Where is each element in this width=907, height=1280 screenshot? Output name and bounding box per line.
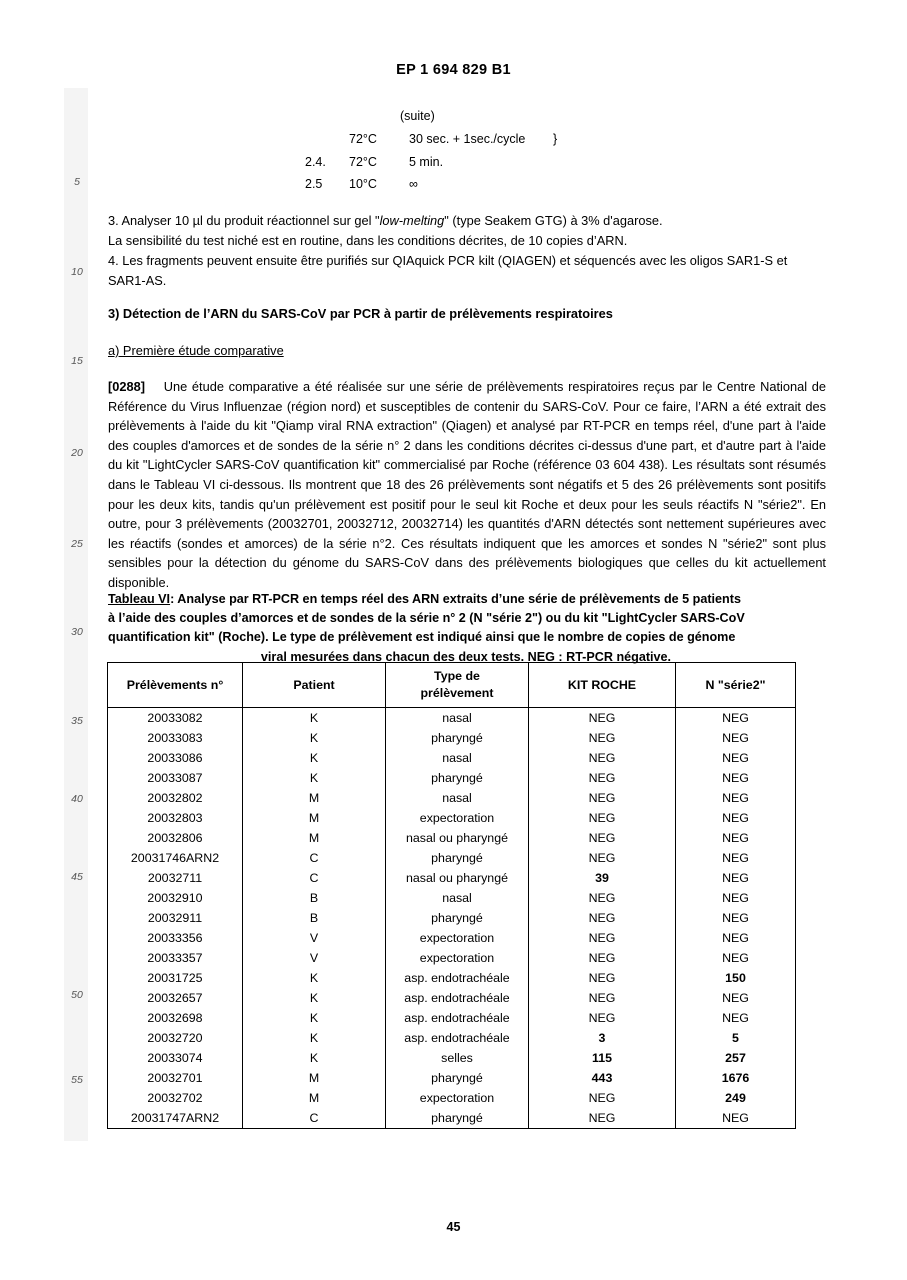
cell-n-serie2-value: NEG <box>676 788 796 808</box>
cell-sample-number: 20032702 <box>108 1088 243 1108</box>
table-row <box>108 1088 796 1108</box>
line-number: 45 <box>71 871 83 883</box>
sensitivity-text: La sensibilité du test niché est en routine, dans les conditions décrites, de 10 copies d’ARN. <box>108 233 628 248</box>
table-row <box>108 1108 796 1129</box>
cell-sample-type: asp. endotrachéale <box>386 968 529 988</box>
section-subheading <box>108 341 826 361</box>
protocol-brace: } <box>553 132 558 146</box>
cell-kit-roche-value: 115 <box>529 1048 676 1068</box>
column-header-kit-roche: KIT ROCHE <box>529 663 676 708</box>
cell-patient: K <box>243 1028 386 1048</box>
cell-sample-number: 20031746ARN2 <box>108 848 243 868</box>
cell-n-serie2-value: NEG <box>676 948 796 968</box>
protocol-step: 2.4. <box>305 155 326 169</box>
cell-sample-type: pharyngé <box>386 768 529 788</box>
cell-n-serie2-value: 5 <box>676 1028 796 1048</box>
protocol-temperature: 72°C <box>349 132 377 146</box>
cell-sample-type: expectoration <box>386 808 529 828</box>
cell-sample-type: asp. endotrachéale <box>386 1028 529 1048</box>
paragraph-body: Une étude comparative a été réalisée sur une série de prélèvements respiratoires reçus par le Centre National de Référence du Virus Influenzae (région nord) et susceptibles de contenir du SARS-CoV. Pour ce faire, l’ARN a été extrait des prélèvements à l'aide du kit "Qiamp viral RNA extraction" (Qiagen) et analysé par RT-PCR en temps réel, d'une part à l'aide des couples d'amorces et de sondes de la série n° 2 dans les conditions décrites ci-dessus d'une part, et d'autre part à l'aide du kit "LightCycler SARS-CoV quantification kit" commercialisé par Roche (référence 03 604 438). Les résultats sont résumés dans le Tableau VI ci-dessous. Ils montrent que 18 des 26 prélèvements sont négatifs et 5 des 26 prélèvements sont positifs pour les deux kits, tandis qu'un prélèvement est positif pour le seul kit Roche et deux pour les seuls réactifs N "série2". En outre, pour 3 prélèvements (20032701, 20032712, 20032714) les quantités d'ARN détectés sont nettement supérieures avec les réactifs (sondes et amorces) de la série n°2. Ces résultats indiquent que les amorces et sondes N "série2" sont plus sensibles pour la détection du génome du SARS-CoV dans des prélèvements biologiques que celles du kit actuellement disponible. <box>108 379 826 590</box>
cell-kit-roche-value: NEG <box>529 808 676 828</box>
table-caption-line-4: viral mesurées dans chacun des deux tests. NEG : RT-PCR négative. <box>260 649 672 664</box>
cell-kit-roche-value: NEG <box>529 848 676 868</box>
cell-n-serie2-value: NEG <box>676 708 796 729</box>
cell-n-serie2-value: NEG <box>676 828 796 848</box>
cell-sample-type: nasal ou pharyngé <box>386 868 529 888</box>
table-caption-line-2: à l’aide des couples d’amorces et de sondes de la série n° 2 (N "série 2") ou du kit "LightCycler SARS-CoV <box>108 611 745 626</box>
cell-kit-roche-value: 39 <box>529 868 676 888</box>
cell-sample-number: 20032698 <box>108 1008 243 1028</box>
cell-patient: M <box>243 788 386 808</box>
results-table-head <box>108 663 796 708</box>
line-number: 15 <box>71 355 83 367</box>
cell-n-serie2-value: NEG <box>676 888 796 908</box>
line-number: 5 <box>74 176 80 188</box>
table-row <box>108 728 796 748</box>
paragraph-0288 <box>108 377 826 593</box>
cell-kit-roche-value: 443 <box>529 1068 676 1088</box>
cell-kit-roche-value: NEG <box>529 1108 676 1129</box>
cell-patient: M <box>243 828 386 848</box>
line-number: 30 <box>71 626 83 638</box>
cell-kit-roche-value: NEG <box>529 928 676 948</box>
cell-sample-number: 20033074 <box>108 1048 243 1068</box>
cell-n-serie2-value: NEG <box>676 988 796 1008</box>
cell-n-serie2-value: NEG <box>676 1008 796 1028</box>
cell-kit-roche-value: NEG <box>529 788 676 808</box>
table-row <box>108 828 796 848</box>
line-number: 35 <box>71 715 83 727</box>
table-row <box>108 888 796 908</box>
cell-kit-roche-value: 3 <box>529 1028 676 1048</box>
cell-sample-type: asp. endotrachéale <box>386 1008 529 1028</box>
step-3-suffix: " (type Seakem GTG) à 3% d'agarose. <box>444 213 663 228</box>
cell-n-serie2-value: 249 <box>676 1088 796 1108</box>
table-row <box>108 928 796 948</box>
cell-kit-roche-value: NEG <box>529 888 676 908</box>
cell-kit-roche-value: NEG <box>529 728 676 748</box>
cell-kit-roche-value: NEG <box>529 748 676 768</box>
step-3-text <box>108 211 826 231</box>
table-row <box>108 708 796 729</box>
table-row <box>108 988 796 1008</box>
cell-sample-number: 20032720 <box>108 1028 243 1048</box>
cell-patient: K <box>243 708 386 729</box>
cell-n-serie2-value: 257 <box>676 1048 796 1068</box>
cell-sample-number: 20031747ARN2 <box>108 1108 243 1129</box>
cell-sample-number: 20033086 <box>108 748 243 768</box>
page-number: 45 <box>446 1220 461 1234</box>
cell-patient: B <box>243 888 386 908</box>
table-row <box>108 808 796 828</box>
cell-sample-number: 20032910 <box>108 888 243 908</box>
cell-sample-type: pharyngé <box>386 1068 529 1088</box>
cell-n-serie2-value: NEG <box>676 748 796 768</box>
cell-n-serie2-value: NEG <box>676 808 796 828</box>
table-row <box>108 748 796 768</box>
results-table-body <box>108 708 796 1129</box>
cell-patient: K <box>243 768 386 788</box>
step-3-prefix: 3. Analyser 10 µl du produit réactionnel sur gel " <box>108 213 380 228</box>
cell-patient: K <box>243 1048 386 1068</box>
cell-sample-type: asp. endotrachéale <box>386 988 529 1008</box>
cell-sample-number: 20033083 <box>108 728 243 748</box>
suite-label: (suite) <box>400 109 435 123</box>
protocol-temperature: 72°C <box>349 155 377 169</box>
cell-sample-number: 20032806 <box>108 828 243 848</box>
table-row <box>108 908 796 928</box>
cell-n-serie2-value: NEG <box>676 928 796 948</box>
cell-n-serie2-value: NEG <box>676 768 796 788</box>
cell-patient: K <box>243 968 386 988</box>
line-number: 55 <box>71 1074 83 1086</box>
cell-patient: C <box>243 1108 386 1129</box>
column-header-n-serie2: N "série2" <box>676 663 796 708</box>
step-4-text: 4. Les fragments peuvent ensuite être purifiés sur QIAquick PCR kilt (QIAGEN) et séquencés avec les oligos SAR1-S et SAR1-AS. <box>108 253 788 288</box>
cell-sample-number: 20032803 <box>108 808 243 828</box>
table-row <box>108 848 796 868</box>
protocol-duration: 5 min. <box>409 155 444 169</box>
protocol-step: 2.5 <box>305 177 323 191</box>
cell-n-serie2-value: NEG <box>676 1108 796 1129</box>
column-header-type <box>386 663 529 708</box>
cell-kit-roche-value: NEG <box>529 768 676 788</box>
column-header-patient: Patient <box>243 663 386 708</box>
cell-sample-type: selles <box>386 1048 529 1068</box>
cell-sample-number: 20033087 <box>108 768 243 788</box>
cell-patient: C <box>243 848 386 868</box>
cell-kit-roche-value: NEG <box>529 948 676 968</box>
cell-n-serie2-value: NEG <box>676 848 796 868</box>
section-subheading-text: a) Première étude comparative <box>108 343 284 358</box>
protocol-temperature: 10°C <box>349 177 377 191</box>
table-header-row <box>108 663 796 708</box>
table-caption-label: Tableau VI <box>108 592 171 606</box>
table-row <box>108 1028 796 1048</box>
table-row <box>108 1048 796 1068</box>
line-number: 10 <box>71 266 83 278</box>
table-row <box>108 788 796 808</box>
cell-sample-number: 20033082 <box>108 708 243 729</box>
line-number: 20 <box>71 447 83 459</box>
line-number: 40 <box>71 793 83 805</box>
cell-n-serie2-value: NEG <box>676 868 796 888</box>
cell-sample-number: 20031725 <box>108 968 243 988</box>
section-heading: 3) Détection de l’ARN du SARS-CoV par PCR à partir de prélèvements respiratoires <box>108 306 613 321</box>
cell-sample-number: 20033357 <box>108 948 243 968</box>
cell-kit-roche-value: NEG <box>529 708 676 729</box>
protocol-duration: ∞ <box>409 177 418 191</box>
cell-sample-type: nasal <box>386 788 529 808</box>
cell-sample-number: 20033356 <box>108 928 243 948</box>
cell-sample-type: expectoration <box>386 948 529 968</box>
cell-patient: V <box>243 928 386 948</box>
cell-kit-roche-value: NEG <box>529 988 676 1008</box>
cell-patient: M <box>243 808 386 828</box>
line-number: 50 <box>71 989 83 1001</box>
cell-kit-roche-value: NEG <box>529 968 676 988</box>
table-row <box>108 1068 796 1088</box>
step-3-italic-term: low-melting <box>379 213 445 228</box>
column-header-type-line1: Type de <box>434 669 480 683</box>
cell-sample-type: pharyngé <box>386 908 529 928</box>
cell-n-serie2-value: NEG <box>676 728 796 748</box>
cell-patient: M <box>243 1088 386 1108</box>
cell-sample-type: expectoration <box>386 928 529 948</box>
cell-n-serie2-value: 1676 <box>676 1068 796 1088</box>
cell-sample-number: 20032701 <box>108 1068 243 1088</box>
cell-kit-roche-value: NEG <box>529 908 676 928</box>
cell-sample-type: pharyngé <box>386 1108 529 1129</box>
cell-patient: B <box>243 908 386 928</box>
column-header-type-line2: prélèvement <box>420 686 494 700</box>
cell-patient: V <box>243 948 386 968</box>
line-number: 25 <box>71 538 83 550</box>
table-caption-line-1: : Analyse par RT-PCR en temps réel des ARN extraits d’une série de prélèvements de 5 patients <box>170 592 741 606</box>
table-caption-line-3: quantification kit" (Roche). Le type de prélèvement est indiqué ainsi que le nombre de copies de génome <box>108 630 736 645</box>
cell-kit-roche-value: NEG <box>529 1088 676 1108</box>
cell-kit-roche-value: NEG <box>529 1008 676 1028</box>
cell-sample-number: 20032711 <box>108 868 243 888</box>
column-header-sample: Prélèvements n° <box>108 663 243 708</box>
table-row <box>108 868 796 888</box>
protocol-duration: 30 sec. + 1sec./cycle <box>409 132 526 146</box>
table-caption <box>108 590 824 667</box>
cell-sample-type: nasal ou pharyngé <box>386 828 529 848</box>
cell-patient: C <box>243 868 386 888</box>
cell-sample-type: nasal <box>386 888 529 908</box>
table-row <box>108 768 796 788</box>
cell-n-serie2-value: NEG <box>676 908 796 928</box>
cell-sample-number: 20032911 <box>108 908 243 928</box>
results-table <box>107 662 796 1129</box>
cell-n-serie2-value: 150 <box>676 968 796 988</box>
patent-number-header: EP 1 694 829 B1 <box>396 62 511 78</box>
table-row <box>108 948 796 968</box>
table-row <box>108 968 796 988</box>
cell-patient: K <box>243 988 386 1008</box>
cell-kit-roche-value: NEG <box>529 828 676 848</box>
cell-sample-type: nasal <box>386 708 529 729</box>
cell-sample-type: pharyngé <box>386 848 529 868</box>
cell-patient: M <box>243 1068 386 1088</box>
paragraph-number: [0288] <box>108 379 145 394</box>
cell-sample-number: 20032657 <box>108 988 243 1008</box>
cell-sample-type: nasal <box>386 748 529 768</box>
cell-patient: K <box>243 1008 386 1028</box>
cell-patient: K <box>243 728 386 748</box>
cell-sample-type: pharyngé <box>386 728 529 748</box>
table-row <box>108 1008 796 1028</box>
left-margin-band <box>64 88 88 1141</box>
cell-patient: K <box>243 748 386 768</box>
cell-sample-number: 20032802 <box>108 788 243 808</box>
cell-sample-type: expectoration <box>386 1088 529 1108</box>
